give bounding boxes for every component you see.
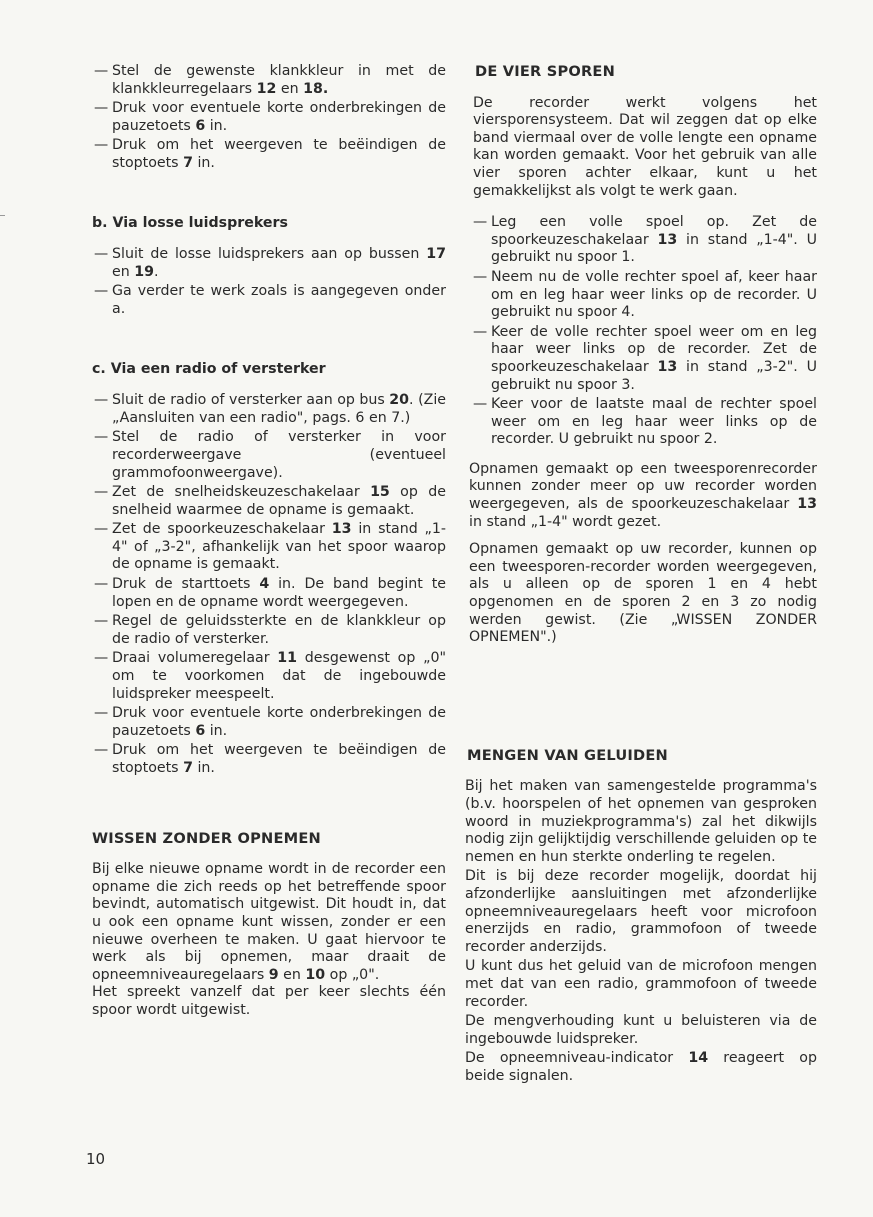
paragraph: De opneemniveau-indicator 14 reageert op beide signalen. xyxy=(465,1050,817,1084)
list-item: — Stel de radio of versterker in voor recorderweergave (eventueel grammofoonweergave). xyxy=(94,429,446,481)
section-b-list xyxy=(86,246,446,318)
list-item: — Keer voor de laatste maal de rechter spoel weer om en leg haar weer links op de recorder. U gebruikt nu spoor 2. xyxy=(473,396,817,448)
list-item: — Ga verder te werk zoals is aangegeven onder a. xyxy=(94,283,446,317)
list-item: — Sluit de radio of versterker aan op bus 20. (Zie „Aansluiten van een radio", pags. 6 en 7.) xyxy=(94,392,446,426)
section-c-list xyxy=(86,392,446,777)
paragraph: Opnamen gemaakt op uw recorder, kunnen op een tweesporen-recorder worden weergegeven, als u alleen op de sporen 1 en 4 hebt opgenomen en de sporen 2 en 3 zo nodig werden gewist. (Zie „WISSEN ZONDER OPNEMEN".) xyxy=(469,541,817,646)
paragraph: Bij elke nieuwe opname wordt in de recorder een opname die zich reeds op het betreffende spoor bevindt, automatisch uitgewist. Dit houdt in, dat u ook een opname kunt wissen, zonder er een nieuwe overheen te maken. U gaat hiervoor te werk als bij opnemen, maar draait de opneemniveauregelaars 9 en 10 op „0". xyxy=(92,861,446,983)
mengen-heading: MENGEN VAN GELUIDEN xyxy=(467,746,668,764)
dash: — xyxy=(94,613,109,630)
list-item: — Druk voor eventuele korte onderbrekingen de pauzetoets 6 in. xyxy=(94,705,446,739)
dash: — xyxy=(473,323,488,340)
dash: — xyxy=(94,429,109,446)
dash: — xyxy=(94,576,109,593)
paragraph: De recorder werkt volgens het viersporensysteem. Dat wil zeggen dat op elke band viermaal over de volle lengte een opname kan worden gemaakt. Voor het gebruik van alle vier sporen achter elkaar, kunt u het gemakkelijkst als volgt te werk gaan. xyxy=(473,94,817,199)
list-item: — Druk om het weergeven te beëindigen de stoptoets 7 in. xyxy=(94,137,446,171)
section-c-heading: c. Via een radio of versterker xyxy=(92,360,326,377)
list-item: — Neem nu de volle rechter spoel af, keer haar om en leg haar weer links op de recorder. U gebruikt nu spoor 4. xyxy=(473,268,817,321)
list-item: — Druk voor eventuele korte onderbrekingen de pauzetoets 6 in. xyxy=(94,100,446,134)
list-item: — Druk de starttoets 4 in. De band begint te lopen en de opname wordt weergegeven. xyxy=(94,576,446,610)
dash: — xyxy=(94,392,109,409)
dash: — xyxy=(94,484,109,501)
dash: — xyxy=(94,100,109,117)
paragraph: Dit is bij deze recorder mogelijk, doordat hij afzonderlijke aansluitingen met afzonderlijke opneemniveauregelaars heeft voor microfoon enerzijds en radio, grammofoon of tweede recorder anderzijds. xyxy=(465,868,817,955)
list-item: — Stel de gewenste klankkleur in met de klankkleurregelaars 12 en 18. xyxy=(94,63,446,97)
list-item: — Sluit de losse luidsprekers aan op bussen 17 en 19. xyxy=(94,246,446,280)
paragraph: U kunt dus het geluid van de microfoon mengen met dat van een radio, grammofoon of tweede recorder. xyxy=(465,958,817,1010)
list-item: — Keer de volle rechter spoel weer om en leg haar weer links op de recorder. Zet de spoorkeuzeschakelaar 13 in stand „3-2". U gebruikt nu spoor 3. xyxy=(473,323,818,393)
list-item: — Draai volumeregelaar 11 desgewenst op „0" om te voorkomen dat de ingebouwde luidspreker meespeelt. xyxy=(94,650,446,702)
dash: — xyxy=(94,137,109,154)
dash: — xyxy=(94,742,109,759)
left-column xyxy=(86,63,446,1020)
page-number: 10 xyxy=(86,1150,106,1168)
paragraph: De mengverhouding kunt u beluisteren via de ingebouwde luidspreker. xyxy=(465,1013,817,1047)
dash: — xyxy=(473,268,488,285)
dash: — xyxy=(94,246,109,263)
list-item: — Zet de spoorkeuzeschakelaar 13 in stand „1-4" of „3-2", afhankelijk van het spoor waarop de opname is gemaakt. xyxy=(94,521,446,573)
mengen-body xyxy=(465,778,817,1085)
dash: — xyxy=(94,283,109,300)
dash: — xyxy=(473,396,488,413)
list-item: — Druk om het weergeven te beëindigen de stoptoets 7 in. xyxy=(94,742,446,776)
list-item: — Zet de snelheidskeuzeschakelaar 15 op de snelheid waarmee de opname is gemaakt. xyxy=(94,484,446,518)
dash: — xyxy=(473,214,488,231)
wissen-heading: WISSEN ZONDER OPNEMEN xyxy=(92,829,321,847)
wissen-body xyxy=(86,861,446,1019)
right-column xyxy=(465,63,817,1086)
dash: — xyxy=(94,705,109,722)
dash: — xyxy=(94,63,109,79)
paragraph: Het spreekt vanzelf dat per keer slechts één spoor wordt uitgewist. xyxy=(92,984,446,1018)
page-edge-mark xyxy=(0,215,5,216)
list-item: — Leg een volle spoel op. Zet de spoorkeuzeschakelaar 13 in stand „1-4". U gebruikt nu spoor 1. xyxy=(473,214,818,266)
paragraph: Bij het maken van samengestelde programma's (b.v. hoorspelen of het opnemen van gesproken woord in muziekprogramma's) zal het dikwijls nodig zijn gelijktijdig verschillende geluiden op te nemen en hun sterkte onderling te regelen. xyxy=(465,778,817,865)
top-instruction-list xyxy=(86,63,446,173)
vier-sporen-list xyxy=(465,214,817,449)
vier-sporen-heading: DE VIER SPOREN xyxy=(475,63,616,80)
paragraph: Opnamen gemaakt op een tweesporenrecorder kunnen zonder meer op uw recorder worden weergegeven, als de spoorkeuzeschakelaar 13 in stand „1-4" wordt gezet. xyxy=(469,460,817,530)
dash: — xyxy=(94,521,109,538)
section-b-heading: b. Via losse luidsprekers xyxy=(92,214,288,231)
dash: — xyxy=(94,650,109,667)
list-item: — Regel de geluidssterkte en de klankkleur op de radio of versterker. xyxy=(94,613,446,647)
